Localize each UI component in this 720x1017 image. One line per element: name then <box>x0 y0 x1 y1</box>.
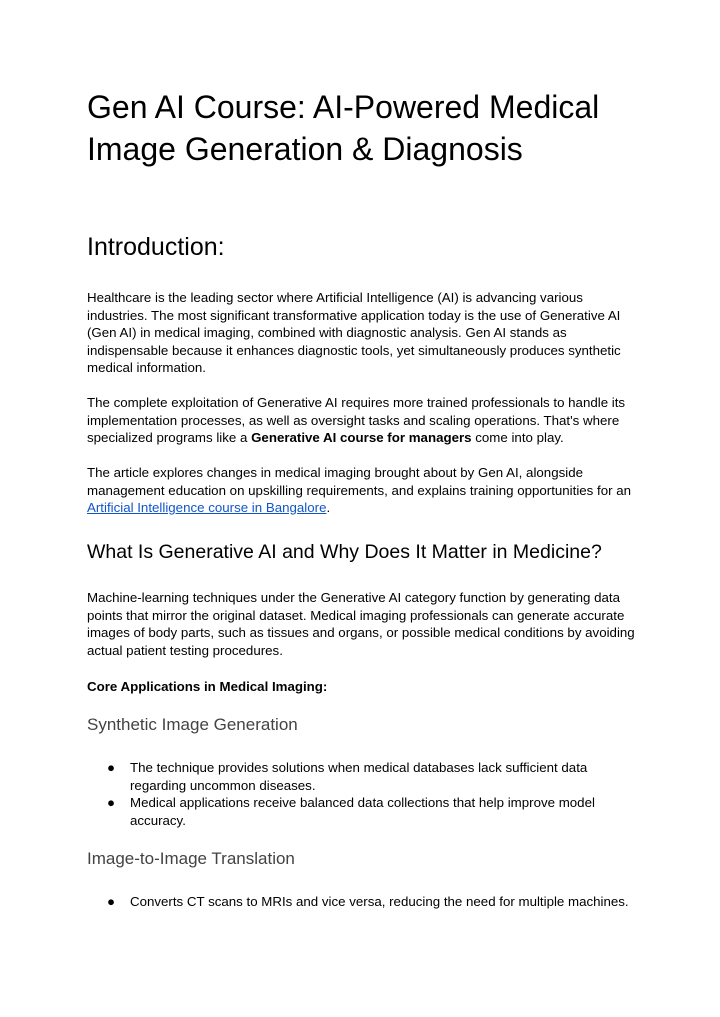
list-item-text: Medical applications receive balanced data collections that help improve model accuracy. <box>130 795 595 828</box>
section-heading: What Is Generative AI and Why Does It Matter in Medicine? <box>87 541 602 563</box>
list-item <box>87 893 647 911</box>
list-item <box>87 794 647 829</box>
list-item-text: The technique provides solutions when medical databases lack sufficient data regarding uncommon diseases. <box>130 760 588 793</box>
intro-paragraph-3 <box>87 464 647 517</box>
core-applications-heading: Core Applications in Medical Imaging: <box>87 679 328 694</box>
intro-paragraph-2-tail: come into play. <box>471 430 564 446</box>
ai-course-bangalore-link[interactable]: Artificial Intelligence course in Bangalore <box>87 500 327 516</box>
intro-paragraph-2-text: The complete exploitation of Generative AI requires more trained professionals to handle its implementation processes, as well as oversight tasks and scaling operations. That's where specialized programs like a <box>87 395 626 446</box>
intro-paragraph-1: Healthcare is the leading sector where Artificial Intelligence (AI) is advancing various industries. The most significant transformative application today is the use of Generative AI (Gen AI) in medical imaging, combined with diagnostic analysis. Gen AI stands as indispensable because it enhances diagnostic tools, yet simultaneously produces synthetic medical information. <box>87 290 621 376</box>
synthetic-image-generation-list <box>87 759 647 829</box>
bullet-icon: ● <box>107 894 116 909</box>
image-to-image-translation-list <box>87 893 647 911</box>
page-title: Gen AI Course: AI-Powered Medical Image Generation & Diagnosis <box>87 89 600 167</box>
list-item <box>87 759 647 794</box>
intro-paragraph-3-text: The article explores changes in medical imaging brought about by Gen AI, alongside management education on upskilling requirements, and explains training opportunities for an <box>87 465 632 498</box>
intro-paragraph-2 <box>87 394 647 447</box>
image-to-image-translation-heading: Image-to-Image Translation <box>87 849 295 868</box>
synthetic-image-generation-heading: Synthetic Image Generation <box>87 715 298 734</box>
course-for-managers-bold: Generative AI course for managers <box>251 430 472 446</box>
intro-heading: Introduction: <box>87 233 225 261</box>
intro-paragraph-3-tail: . <box>326 500 331 516</box>
bullet-icon: ● <box>107 795 116 811</box>
section-paragraph: Machine-learning techniques under the Generative AI category function by generating data points that mirror the original dataset. Medical imaging professionals can generate accurate images of body parts, such as tissues and organs, or possible medical conditions by avoiding actual patient testing procedures. <box>87 590 635 658</box>
bullet-icon: ● <box>107 760 116 775</box>
list-item-text: Converts CT scans to MRIs and vice versa, reducing the need for multiple machines. <box>130 894 629 909</box>
